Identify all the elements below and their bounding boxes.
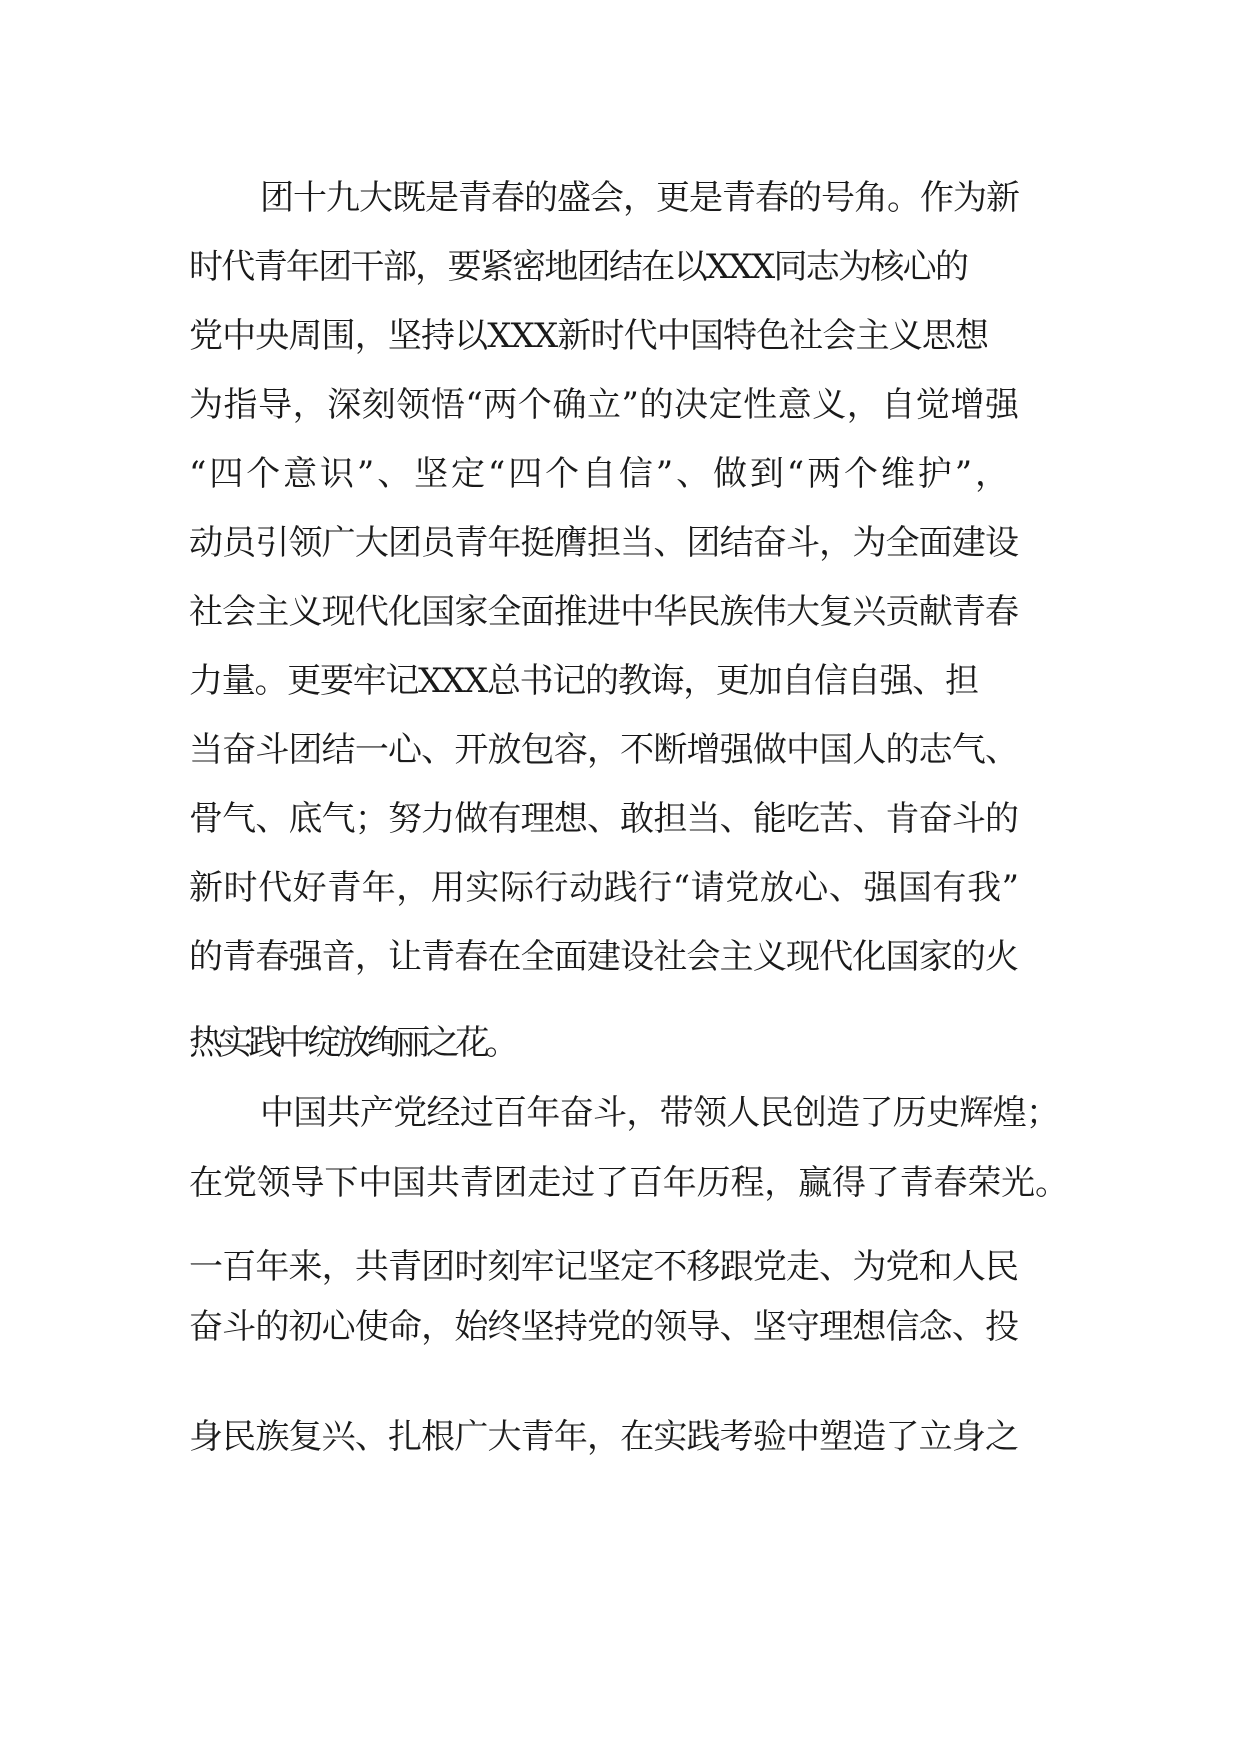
paragraph-1-line-11: 新时代好青年，用实际行动践行“请党放心、强国有我”: [189, 868, 1020, 908]
paragraph-2-line-3: 一百年来，共青团时刻牢记坚定不移跟党走、为党和人民: [189, 1247, 1019, 1287]
paragraph-2-line-2: 在党领导下中国共青团走过了百年历程，赢得了青春荣光。: [189, 1163, 1069, 1203]
paragraph-1-line-2: 时代青年团干部，要紧密地团结在以XXX同志为核心的: [189, 247, 968, 287]
paragraph-2-line-1: 中国共产党经过百年奋斗，带领人民创造了历史辉煌；: [260, 1093, 1060, 1133]
paragraph-1-line-4: 为指导，深刻领悟“两个确立”的决定性意义，自觉增强: [189, 385, 1020, 425]
paragraph-2-line-5: 身民族复兴、扎根广大青年，在实践考验中塑造了立身之: [189, 1417, 1019, 1457]
paragraph-1-line-7: 社会主义现代化国家全面推进中华民族伟大复兴贡献青春: [189, 592, 1019, 632]
paragraph-1-line-9: 当奋斗团结一心、开放包容，不断增强做中国人的志气、: [189, 730, 1019, 770]
paragraph-2-line-4: 奋斗的初心使命，始终坚持党的领导、坚守理想信念、投: [189, 1307, 1019, 1347]
paragraph-1-line-1: 团十九大既是青春的盛会，更是青春的号角。作为新: [260, 178, 1019, 218]
paragraph-1-line-8: 力量。更要牢记XXX总书记的教诲，更加自信自强、担: [189, 661, 978, 701]
paragraph-1-line-3: 党中央周围，坚持以XXX新时代中国特色社会主义思想: [189, 316, 989, 356]
paragraph-1-line-5: “四个意识”、坚定“四个自信”、做到“两个维护”，: [189, 454, 1012, 494]
paragraph-1-line-13: 热实践中绽放绚丽之花。: [189, 1023, 515, 1063]
paragraph-1-line-12: 的青春强音，让青春在全面建设社会主义现代化国家的火: [189, 937, 1019, 977]
paragraph-1-line-6: 动员引领广大团员青年挺膺担当、团结奋斗，为全面建设: [189, 523, 1019, 563]
paragraph-1-line-10: 骨气、底气；努力做有理想、敢担当、能吃苦、肯奋斗的: [189, 799, 1019, 839]
